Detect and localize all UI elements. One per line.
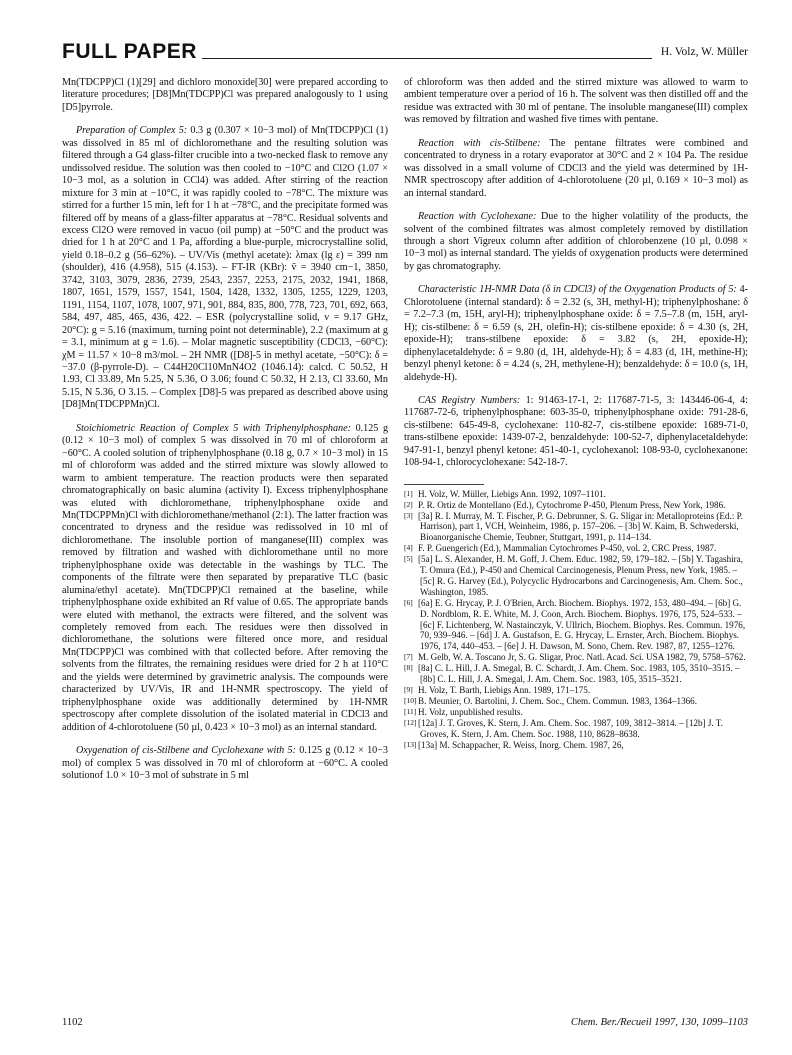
- reference-number: [1]: [404, 488, 413, 498]
- reference-number: [2]: [404, 499, 413, 509]
- paragraph-lead: Oxygenation of cis-Stilbene and Cyclohexane with 5:: [76, 745, 296, 757]
- paragraph-lead: Reaction with cis-Stilbene:: [418, 137, 541, 149]
- page-number: 1102: [62, 1017, 83, 1028]
- paragraph-lead: Reaction with Cyclohexane:: [418, 211, 537, 223]
- reference-item: [404, 652, 748, 663]
- reference-text: M. Gelb, W. A. Toscano Jr, S. G. Sligar, Proc. Natl. Acad. Sci. USA 1982, 79, 5758–5762.: [418, 652, 746, 663]
- reference-text: [3a] R. I. Murray, M. T. Fischer, P. G. Debrunner, S. G. Sligar in: Metalloproteins (Ed.: P. Harrison), part 1, VCH, Weinheim, 1986, p. 157–206. – [3b] W. Kaim, B. Schwederski, Bioanorganische Chemie, Teubner, Stuttgart, 1991, p. 114–134.: [418, 510, 743, 543]
- paragraph-cas-numbers: CAS Registry Numbers: 1: 91463-17-1, 2: 117687-71-5, 3: 143446-06-4, 4: 117687-72-6, triphenylphosphane: 603-35-0, triphenylphosphane oxide: 791-28-6, cis-stilbene: 645-49-8, cyclohexane: 110-82-7, cis-stilbene epoxide: 1689-71-0, trans-stilbene epoxide: 1439-07-2, benzaldehyde: 100-52-7, diphenylacetaldehyde: 947-91-1, benzyl phenyl ketone: 451-40-1, cyclohexanol: 108-93-0, cyclohexanone: 108-94-1, chlorocyclohexane: 542-18-7.: [404, 394, 748, 469]
- reference-text: [12a] J. T. Groves, K. Stern, J. Am. Chem. Soc. 1987, 109, 3812–3814. – [12b] J. T. Groves, K. Stern, J. Am. Chem. Soc. 1988, 110, 8628–8638.: [418, 717, 723, 739]
- paragraph-lead: Stoichiometric Reaction of Complex 5 with Triphenylphosphane:: [76, 422, 351, 434]
- reference-item: [404, 707, 748, 718]
- reference-text: [8a] C. L. Hill, J. A. Smegal, B. C. Schardt, J. Am. Chem. Soc. 1983, 105, 3510–3515. – [8b] C. L. Hill, J. A. Smegal, J. Am. Chem. Soc. 1983, 105, 3515–3521.: [418, 663, 740, 685]
- reference-text: H. Volz, unpublished results.: [418, 706, 523, 717]
- reference-item: [404, 489, 748, 500]
- paragraph-nmr-data: Characteristic 1H-NMR Data (δ in CDCl3) of the Oxygenation Products of 5: 4-Chlorotoluene (internal standard): δ = 2.32 (s, 3H, methyl-H); triphenylphoshane: δ = 7.2–7.3 (m, 15H, aryl-H); triphenylphosphane oxide: δ = 7.5–7.8 (m, 15H, aryl-H); cis-stilbene: δ = 6.59 (s, 2H, olefin-H); cis-stilbene epoxide: δ = 4.30 (s, 2H, epoxide-H); trans-stilbene epoxide: δ = 3.82 (s, 2H, epoxide-H); diphenylacetaldehyde: δ = 9.80 (d, 1H, aldehyde-H); δ = 4.83 (d, 1H, methine-H); benzyl phenyl ketone: δ = 4.24 (s, 2H, methylene-H); benzaldehyde: δ = 10.0 (s, 1H, aldehyde-H).: [404, 284, 748, 383]
- header-rule: [202, 58, 652, 59]
- reference-text: [13a] M. Schappacher, R. Weiss, Inorg. Chem. 1987, 26,: [418, 739, 624, 750]
- reference-item: [404, 663, 748, 685]
- reference-number: [9]: [404, 685, 413, 694]
- reference-item: [404, 598, 748, 653]
- reference-text: H. Volz, W. Müller, Liebigs Ann. 1992, 1097–1101.: [418, 488, 606, 499]
- reference-item: [404, 685, 748, 696]
- page-header: [62, 40, 748, 64]
- reference-item: [404, 554, 748, 598]
- reference-number: [3]: [404, 510, 413, 520]
- reference-number: [4]: [404, 543, 413, 553]
- reference-number: [7]: [404, 652, 413, 662]
- reference-text: H. Volz, T. Barth, Liebigs Ann. 1989, 171–175.: [418, 685, 591, 695]
- paragraph-cyclohexane: Reaction with Cyclohexane: Due to the higher volatility of the products, the solvent of the combined filtrates was almost completely removed by distillation through a short Vigreux column after addition of chlorobenzene (10 µl, 0.098 × 10−3 mol) as internal standard. The yields of oxygenation products were determined by gas chromatography.: [404, 211, 748, 272]
- references-separator: [404, 484, 484, 485]
- paragraph-cis-stilbene: Reaction with cis-Stilbene: The pentane filtrates were combined and concentrated to dryness in a rotary evaporator at 30°C and 2 × 104 Pa. The residue was dissolved in a small volume of CDCl3 and the yield was determined by 1H-NMR spectroscopy after addition of 4-chlorotoluene (20 µl, 0.169 × 10−3 mol) as an internal standard.: [404, 137, 748, 199]
- paragraph-oxygenation: Oxygenation of cis-Stilbene and Cyclohexane with 5: 0.125 g (0.12 × 10−3 mol) of complex 5 was dissolved in 70 ml of chloroform at −60°C. A cooled solutionof 1.0 × 10−3 mol of substrate in 5 ml: [62, 745, 388, 782]
- journal-citation: Chem. Ber./Recueil 1997, 130, 1099–1103: [570, 1017, 748, 1028]
- reference-number: [13]: [404, 739, 417, 749]
- paragraph-materials: Mn(TDCPP)Cl (1)[29] and dichloro monoxide[30] were prepared according to literature procedures; [D8]Mn(TDCPP)Cl was prepared analogously to 1 using [D5]pyrrole.: [62, 77, 388, 113]
- reference-text: [5a] L. S. Alexander, H. M. Goff, J. Chem. Educ. 1982, 59, 179–182. – [5b] Y. Tagashira, T. Omura (Ed.), P-450 and Chemical Carcinogenesis, Plenum Press, new York, 1985. – [5c] R. G. Harvey (Ed.), Polycyclic Hydrocarbons and Carcinogenesis, Am. Chem. Soc., Washington, 1985.: [418, 554, 743, 597]
- reference-item: [404, 696, 748, 707]
- reference-item: [404, 511, 748, 544]
- reference-item: [404, 740, 748, 751]
- paragraph-lead: CAS Registry Numbers:: [418, 394, 521, 406]
- header-authors: H. Volz, W. Müller: [660, 46, 748, 58]
- reference-text: B. Meunier, O. Bartolini, J. Chem. Soc., Chem. Commun. 1983, 1364–1366.: [418, 695, 698, 706]
- reference-number: [8]: [404, 663, 413, 673]
- reference-item: [404, 718, 748, 740]
- paragraph-preparation-complex-5: Preparation of Complex 5: 0.3 g (0.307 × 10−3 mol) of Mn(TDCPP)Cl (1) was dissolved in 85 ml of dichloromethane and the resulting solution was filtered through a G4 glass-filter crucible into a two-necked flask to remove any undissolved residue. The solution was then cooled to −10°C and Cl2O (1.07 × 10−3 mol, as a solution in CCl4) was added. After stirring of the reaction mixture for 3 min at −10°C, it was rapidly cooled to −78°C. The mixture was stirred for a further 15 min, left for 1 h at −78°C, and the precipitate formed was filtered off by means of a glass-filter apparatus at −78°C. Residual solvents and excess Cl2O were removed in vacuo (oil pump) at −50°C and the product was dried for 1 h at 20°C and 1 Pa, affording a blue-purple, microcrystalline solid, yield 0.18–0.2 g (56–62%). – UV/Vis (methyl acetate): λmax (lg ε) = 399 nm (shoulder), 416 (4.958), 515 (4.153). – FT-IR (KBr): ṽ = 3940 cm−1, 3850, 3742, 3103, 3079, 2836, 2739, 2543, 2357, 2253, 2175, 2032, 1941, 1868, 1807, 1651, 1579, 1557, 1541, 1504, 1428, 1332, 1305, 1255, 1229, 1203, 1191, 1154, 1107, 1078, 1007, 971, 901, 884, 835, 800, 778, 723, 701, 692, 663, 584, 497, 485, 465, 436, 422. – ESR (polycrystalline solid, ν = 9.17 GHz, 20°C): g = 5.16 (maximum, turning point not determinable), 2.2 (maximum at g = 3.1, minimum at g = 1.6). – Molar magnetic susceptibility (CDCl3, −60°C): χM = 11.57 × 10−8 m3/mol. – 2H NMR ([D8]-5 in methyl acetate, −50°C): δ = −37.0 (β-pyrrole-D). – C44H20Cl10MnN4O2 (1046.14): calcd. C 50.52, H 1.93, Cl 33.89, Mn 5.25, N 5.36, O 3.06; found C 50.32, H 2.13, Cl 33.60, Mn 5.15, N 5.36, O 3.15. – Complex [D8]-5 was prepared as described above using [D8]Mn(TDCPPMn)Cl.: [62, 125, 388, 411]
- reference-list: [404, 489, 748, 751]
- paragraph-triphenylphosphane-reaction: Stoichiometric Reaction of Complex 5 with Triphenylphosphane: 0.125 g (0.12 × 10−3 mol) of complex 5 was dissolved in 70 ml of chloroform at −60°C. A cooled solution of triphenylphosphane (0.18 g, 0.7 × 10−3 mol) in 15 ml of chloroform was added and the stirred mixture was slowly allowed to warm to ambient temperature. The reaction products were then separated chromatographically on basic alumina (activity I). Excess triphenylphosphane was eluted with dichloromethane, triphenylphosphane oxide and Mn(TDCPPMn)Cl with dichloromethane/methanol (2:1). The latter fraction was concentrated to dryness and the residue was redissolved in 10 ml of dichloromethane. The insoluble portion of manganese(III) complex was removed by filtration and washed with dichloromethane until no more triphenylphosphane oxide was detectable in the washings by TLC. The components of the filtrate were then separated by preparative TLC (basic alumina/ethyl acetate). Mn(TDCPP)Cl remained at the baseline, while triphenylphosphane oxide exhibited an Rf value of 0.65. The appropriate bands were eluted with methanol, the extracts were filtered, and the solvent was completely removed from each. The residues were then dissolved in dichloromethane, the solutions were filtered once more, and residual Mn(TDCPP)Cl was combined with that collected before. After removing the solvents from the filtrates, the remaining residues were dried for 2 h at 110°C and the yields were determined by gravimetric analysis. The compounds were characterized by UV/Vis, IR and 1H-NMR spectroscopy. The yield of triphenylphosphane oxide was additionally determined by 1H-NMR spectroscopy after complete dissolution of the isolated material in CDCl3 and addition of 4-chlorotoluene (50 µl, 0.423 × 10−3 mol) as an internal standard.: [62, 422, 388, 733]
- paragraph-lead: Preparation of Complex 5:: [76, 125, 188, 137]
- reference-number: [11]: [404, 706, 417, 716]
- section-title: FULL PAPER: [62, 40, 197, 63]
- reference-number: [12]: [404, 717, 417, 727]
- paragraph-continuation: of chloroform was then added and the stirred mixture was allowed to warm to ambient temperature over a period of 16 h. The solvent was then distilled off and the residue was extracted with 30 ml of pentane. The insoluble manganese(III) complex was removed by filtration and washed five times with pentane.: [404, 77, 748, 126]
- reference-text: F. P. Guengerich (Ed.), Mammalian Cytochromes P-450, vol. 2, CRC Press, 1987.: [418, 543, 717, 554]
- reference-text: P. R. Ortiz de Montellano (Ed.), Cytochrome P-450, Plenum Press, New York, 1986.: [418, 499, 726, 510]
- reference-number: [6]: [404, 597, 413, 607]
- reference-text: [6a] E. G. Hrycay, P. J. O'Brien, Arch. Biochem. Biophys. 1972, 153, 480–494. – [6b] G. D. Nordblom, R. E. White, M. J. Coon, Arch. Biochem. Biophys. 1976, 175, 524–533. – [6c] F. Lichtenberg, W. Nastainczyk, V. Ullrich, Biochem. Biophys. Res. Commun. 1976, 70, 939–946. – [6d] J. A. Gustafson, E. G. Hrycay, L. Ernster, Arch. Biochem. Biophys. 1976, 174, 440–453. – [6e] J. H. Dawson, M. Sono, Chem. Rev. 1987, 87, 1255–1276.: [418, 597, 746, 652]
- reference-item: [404, 543, 748, 554]
- paragraph-lead: Characteristic 1H-NMR Data (δ in CDCl3) of the Oxygenation Products of 5:: [418, 284, 737, 296]
- left-column: [62, 77, 388, 782]
- reference-item: [404, 500, 748, 511]
- reference-number: [5]: [404, 554, 413, 564]
- reference-number: [10]: [404, 695, 417, 705]
- right-column: [404, 77, 748, 750]
